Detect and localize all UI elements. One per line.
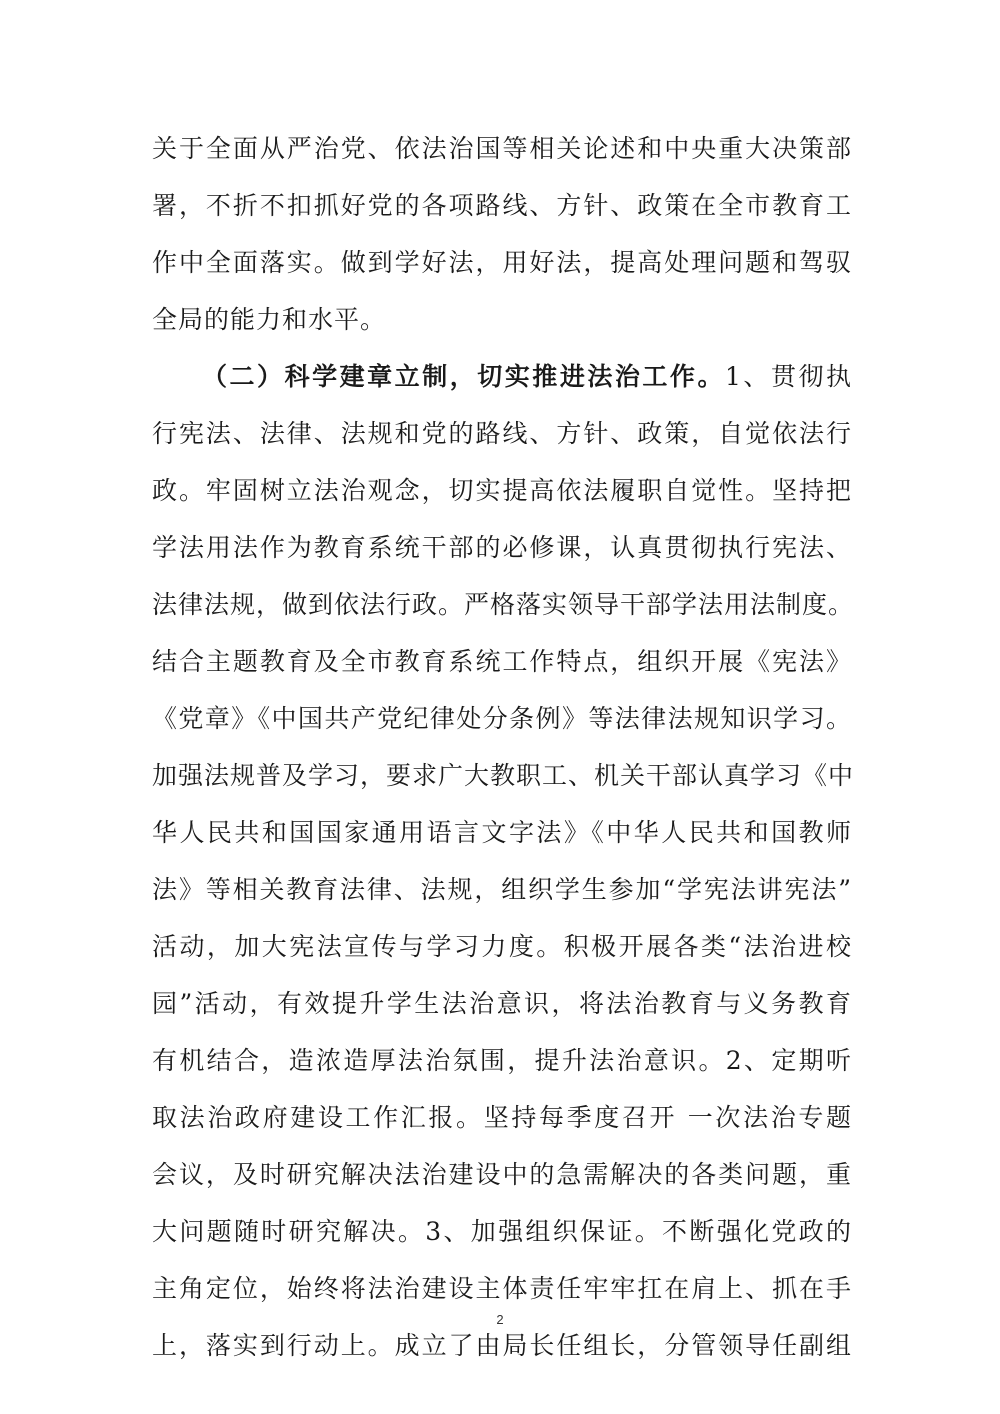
body-text [152,120,855,1374]
text-line: 华人民共和国国家通用语言文字法》《中华人民共和国教师 [152,818,852,847]
text-line [152,348,852,405]
text-line: 法》等相关教育法律、法规，组织学生参加“学宪法讲宪法” [152,875,852,904]
text-line: 《党章》《中国共产党纪律处分条例》等法律法规知识学习。 [152,704,852,733]
text-line: 活动，加大宪法宣传与学习力度。积极开展各类“法治进校 [152,932,852,961]
text-line: 署，不折不扣抓好党的各项路线、方针、政策在全市教育工 [152,191,852,220]
text-line: 会议，及时研究解决法治建设中的急需解决的各类问题，重 [152,1160,852,1189]
text-line: 加强法规普及学习，要求广大教职工、机关干部认真学习《中 [152,761,855,790]
text-line: 园”活动，有效提升学生法治意识，将法治教育与义务教育 [152,989,852,1018]
text-line: 关于全面从严治党、依法治国等相关论述和中央重大决策部 [152,134,852,163]
text-line: 作中全面落实。做到学好法，用好法，提高处理问题和驾驭 [152,248,852,277]
text-run: 1、贯彻执 [724,362,852,391]
text-line: 行宪法、法律、法规和党的路线、方针、政策，自觉依法行 [152,419,852,448]
text-line: 政。牢固树立法治观念，切实提高依法履职自觉性。坚持把 [152,476,852,505]
page-number: 2 [496,1312,504,1327]
text-line: 有机结合，造浓造厚法治氛围，提升法治意识。2、定期听 [152,1046,852,1075]
text-line: 大问题随时研究解决。3、加强组织保证。不断强化党政的 [152,1217,852,1246]
text-line: 全局的能力和水平。 [152,305,387,334]
text-line: 法律法规，做到依法行政。严格落实领导干部学法用法制度。 [152,590,855,619]
text-line: 结合主题教育及全市教育系统工作特点，组织开展《宪法》 [152,647,852,676]
section-heading: （二）科学建章立制，切实推进法治工作。 [202,362,725,391]
text-line: 上，落实到行动上。成立了由局长任组长，分管领导任副组 [152,1331,852,1360]
text-line: 学法用法作为教育系统干部的必修课，认真贯彻执行宪法、 [152,533,852,562]
text-line: 主角定位，始终将法治建设主体责任牢牢扛在肩上、抓在手 [152,1274,852,1303]
paragraph-1 [152,120,852,348]
paragraph-2 [152,348,855,1374]
text-line: 取法治政府建设工作汇报。坚持每季度召开 一次法治专题 [152,1103,852,1132]
